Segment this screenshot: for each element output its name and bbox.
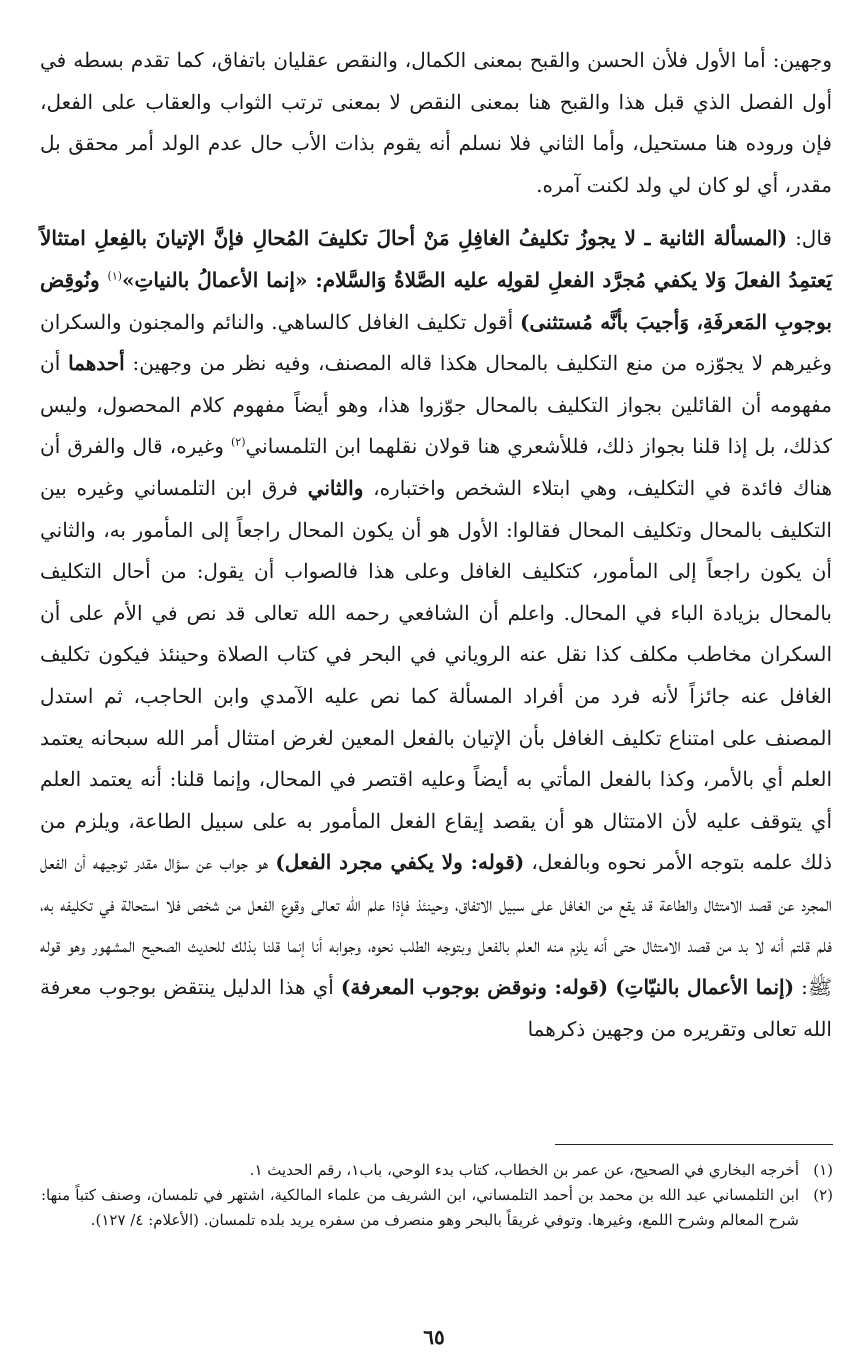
footnote-2 [41,1183,833,1233]
footnote-text: أخرجه البخاري في الصحيح، عن عمر بن الخطاب، كتاب بدء الوحي، باب١، رقم الحديث ١. [249,1161,799,1179]
footnote-ref-2[interactable]: (٢) [230,435,246,449]
footnote-number: (٢) [813,1186,833,1204]
commentary-text: أي هذا الدليل ينتقض بوجوب معرفة الله تعالى وتقريره من وجهين ذكرهما [40,975,832,1041]
commentary-text: وغيره، قال والفرق أن هناك فائدة في التكليف، وهي ابتلاء الشخص واختباره، [40,434,833,500]
page-number: ٦٥ [423,1325,445,1349]
commentary-text: أقول تكليف الغافل كالساهي. والنائم والمجنون والسكران وغيرهم لا يجوّزه من منع التكليف بالمحال هكذا قاله المصنف، وفيه نظر من وجهين: [40,309,832,376]
commentary-text: أن مفهومه أن القائلين بجواز التكليف بالمحال جوّزوا هذا، وهو أيضاً مفهوم كلام المحصول، وليس كذلك، بل إذا قلنا بجواز ذلك، فللأشعري هنا قولان نقلهما ابن التلمساني [40,351,833,459]
matn-quote: (المسألة الثانية ـ لا يجوزُ تكليفُ الغافِلِ مَنْ أحالَ تكليفَ المُحالِ فإنَّ الإتيانَ بالفِعلِ امتثالاً يَعتمِدُ الفعلَ وَلا يكفي مُجرَّد الفعلِ لقولِه عليه الصَّلاةُ وَالسَّلام: «إنما الأعمالُ بالنياتِ» [40,226,832,292]
quoted-matn-phrase: (قوله: ونوقض بوجوب المعرفة) [340,975,609,1000]
paragraph-2 [40,218,832,1050]
commentary-text: هو جواب عن سؤال مقدر توجيهه أن الفعل المجرد عن قصد الامتثال والطاعة قد يقع من الغافل على سبيل الاتفاق، وحينئذ فإذا علم الله تعالى وقوع الفعل من شخص فلا استحالة في تكليفه به، فلم قلتم أنه لا بد من قصد الامتثال حتى أنه يلزم منه العلم بالفعل وبتوجه الطلب نحوه، وجوابه أنا إنما قلنا بذلك للحديث الصحيح المشهور وهو قوله ﷺ: [40,850,832,1000]
page-body [40,40,832,1050]
second-point-label: والثاني [307,475,364,500]
first-point-label: أحدهما [68,351,125,376]
footnote-text: ابن التلمساني عبد الله بن محمد بن أحمد التلمساني، ابن الشريف من علماء المالكية، اشتهر في تلمسان، وصنف كتباً منها: شرح المعالم وشرح اللمع، وغيرها. وتوفي غريقاً بالبحر وهو منصرف من سفره يريد بلده تلمسان. (الأعلام: ٤/ ١٢٧). [41,1186,799,1229]
commentary-text: فرق ابن التلمساني وغيره بين التكليف بالمحال وتكليف المحال فقالوا: الأول هو أن يكون المحال راجعاً إلى المأمور به، والثاني أن يكون راجعاً إلى المأمور، كتكليف الغافل وعلى هذا فالصواب أن يقول: من أحال التكليف بالمحال بزيادة الباء في المحال. واعلم أن الشافعي رحمه الله تعالى قد نص في الأم على أن السكران مخاطب مكلف كذا نقل عنه الروياني في البحر في كتاب الصلاة وحينئذ فيكون تكليف الغافل عنه جائزاً لأنه فرد من أفراد المسألة كما نص عليه الآمدي وابن الحاجب، ثم استدل المصنف على امتناع تكليف الغافل بأن الإتيان بالفعل المعين لغرض امتثال أمر الله سبحانه يعتمد العلم أي بالأمر، وكذا بالفعل المأتي به أيضاً وعليه اقتصر في المحال، وإنما قلنا: أنه يعتمد العلم أي يتوقف عليه لأن الامتثال هو أن يقصد إيقاع الفعل المأمور به على سبيل الطاعة، ويلزم من ذلك علمه بتوجه الأمر نحوه وبالفعل، [40,475,832,875]
hadith-quote: (إنما الأعمال بالنيّاتِ) [615,975,795,1000]
matn-quote-continued: ونُوقِض بوجوبِ المَعرفَةِ، وَأجيبَ بأنَّه مُستثنى) [40,267,833,334]
paragraph-1: وجهين: أما الأول فلأن الحسن والقبح بمعنى الكمال، والنقص عقليان باتفاق، كما تقدم بسطه في أول الفصل الذي قبل هذا والقبح هنا بمعنى النقص لا بمعنى ترتب الثواب والعقاب على الفعل، فإن وروده هنا مستحيل، وأما الثاني فلا نسلم أنه يقوم بذات الأب حال عدم الولد أمر محقق بل مقدر، أي لو كان لي ولد لكنت آمره. [40,48,832,197]
footnote-separator [555,1144,833,1145]
qala-intro: قال: [787,226,832,251]
footnotes [41,1158,833,1233]
footnote-ref-1[interactable]: (١) [107,269,123,283]
footnote-number: (١) [813,1161,833,1179]
quoted-matn-phrase: (قوله: ولا يكفي مجرد الفعل) [275,850,525,875]
footnote-1 [41,1158,833,1183]
